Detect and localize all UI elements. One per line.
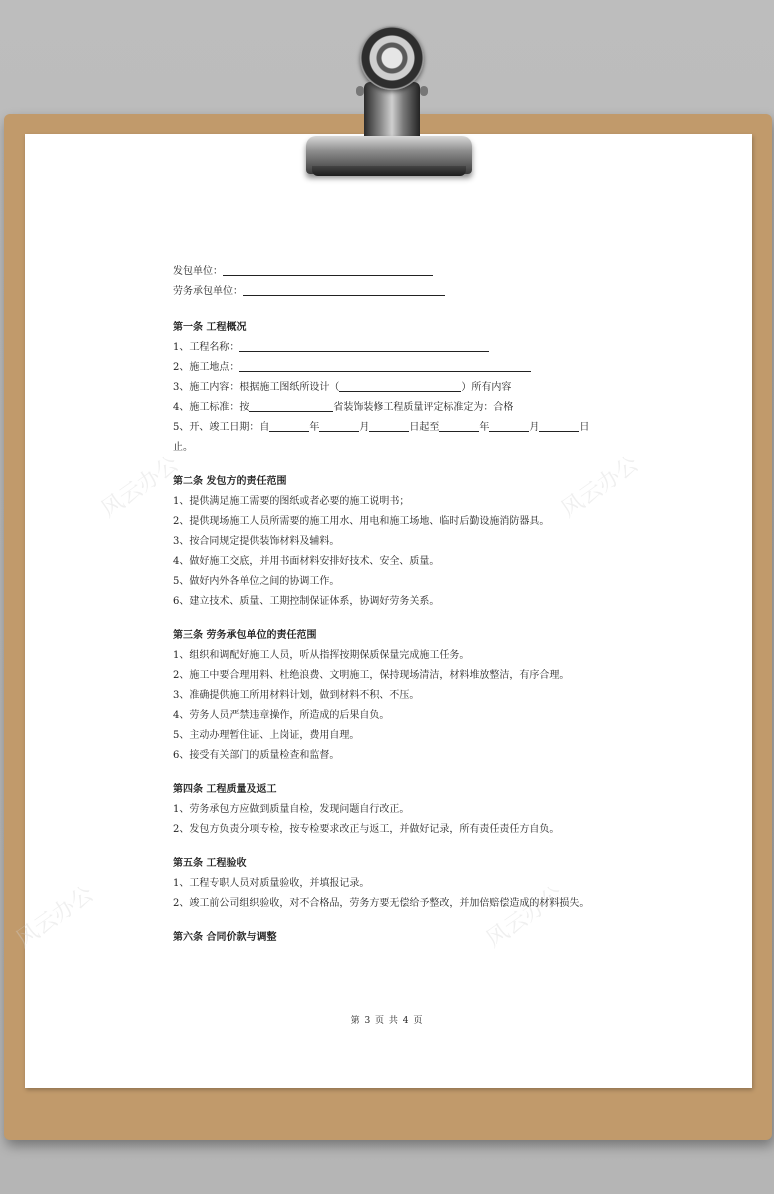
clause-line: 2、施工中要合理用料、杜绝浪费、文明施工，保持现场清洁，材料堆放整洁，有序合理。 (173, 670, 570, 681)
contract-text (173, 262, 613, 948)
watermark: 风云办公 (556, 451, 644, 523)
project-name-line (173, 338, 613, 358)
section-heading: 第一条 工程概况 (173, 322, 247, 333)
dates-end-line: 止。 (173, 442, 193, 453)
year-label: 年 (479, 422, 490, 433)
year-label: 年 (309, 422, 320, 433)
content-suffix: ）所有内容 (461, 382, 512, 393)
content-prefix: 3、施工内容：根据施工图纸所设计（ (173, 382, 340, 393)
project-site-label: 2、施工地点： (173, 362, 240, 373)
day-from-label: 日起至 (409, 422, 440, 433)
watermark: 风云办公 (11, 881, 99, 953)
standard-prefix: 4、施工标准：按 (173, 402, 250, 413)
binder-clip (300, 26, 478, 178)
clause-line: 4、做好施工交底，并用书面材料安排好技术、安全、质量。 (173, 556, 440, 567)
end-year-blank[interactable] (439, 419, 479, 432)
project-standard-line (173, 398, 613, 418)
start-day-blank[interactable] (369, 419, 409, 432)
clause-line: 1、提供满足施工需要的图纸或者必要的施工说明书； (173, 496, 410, 507)
contractor-line (173, 282, 613, 302)
clip-ring (360, 26, 424, 90)
clip-lip (312, 166, 466, 176)
clause-line: 5、主动办理暂住证、上岗证，费用自理。 (173, 730, 360, 741)
clause-line: 2、发包方负责分项专检，按专检要求改正与返工，并做好记录，所有责任责任方自负。 (173, 824, 560, 835)
clause-line: 1、工程专职人员对质量验收，并填报记录。 (173, 878, 370, 889)
clause-line: 6、接受有关部门的质量检查和监督。 (173, 750, 340, 761)
standard-suffix: 省装饰装修工程质量评定标准定为：合格 (333, 402, 514, 413)
clause-line: 4、劳务人员严禁违章操作，所造成的后果自负。 (173, 710, 390, 721)
end-day-blank[interactable] (539, 419, 579, 432)
month-label: 月 (529, 422, 540, 433)
clip-hinge (356, 86, 364, 96)
section-heading: 第三条 劳务承包单位的责任范围 (173, 630, 317, 641)
watermark: 风云办公 (96, 451, 184, 523)
page-number: 第 3 页 共 4 页 (350, 1016, 424, 1026)
section-heading: 第四条 工程质量及返工 (173, 784, 277, 795)
start-month-blank[interactable] (319, 419, 359, 432)
clause-line: 1、劳务承包方应做到质量自检，发现问题自行改正。 (173, 804, 410, 815)
clip-hinge (420, 86, 428, 96)
project-dates-line (173, 418, 613, 438)
project-site-blank[interactable] (239, 359, 531, 372)
end-month-blank[interactable] (489, 419, 529, 432)
standard-blank[interactable] (249, 399, 333, 412)
start-year-blank[interactable] (269, 419, 309, 432)
month-label: 月 (359, 422, 370, 433)
day-label: 日 (579, 422, 590, 433)
contractor-blank[interactable] (243, 283, 445, 296)
contractor-label: 劳务承包单位： (173, 286, 243, 297)
project-site-line (173, 358, 613, 378)
clause-line: 3、按合同规定提供装饰材料及辅料。 (173, 536, 340, 547)
project-name-blank[interactable] (239, 339, 489, 352)
clause-line: 5、做好内外各单位之间的协调工作。 (173, 576, 340, 587)
section-heading: 第二条 发包方的责任范围 (173, 476, 287, 487)
date-prefix: 5、开、竣工日期：自 (173, 422, 270, 433)
employer-line (173, 262, 613, 282)
clause-line: 3、准确提供施工所用材料计划，做到材料不积、不压。 (173, 690, 420, 701)
section-heading: 第五条 工程验收 (173, 858, 247, 869)
watermark: 风云办公 (481, 881, 569, 953)
clause-line: 6、建立技术、质量、工期控制保证体系，协调好劳务关系。 (173, 596, 440, 607)
content-blank[interactable] (339, 379, 461, 392)
clause-line: 1、组织和调配好施工人员，听从指挥按期保质保量完成施工任务。 (173, 650, 470, 661)
project-name-label: 1、工程名称： (173, 342, 240, 353)
clause-line: 2、竣工前公司组织验收，对不合格品，劳务方要无偿给予整改，并加倍赔偿造成的材料损失。 (173, 898, 590, 909)
section-heading: 第六条 合同价款与调整 (173, 932, 277, 943)
employer-label: 发包单位： (173, 266, 223, 277)
project-content-line (173, 378, 613, 398)
clause-line: 2、提供现场施工人员所需要的施工用水、用电和施工场地、临时后勤设施消防器具。 (173, 516, 550, 527)
employer-blank[interactable] (223, 263, 433, 276)
